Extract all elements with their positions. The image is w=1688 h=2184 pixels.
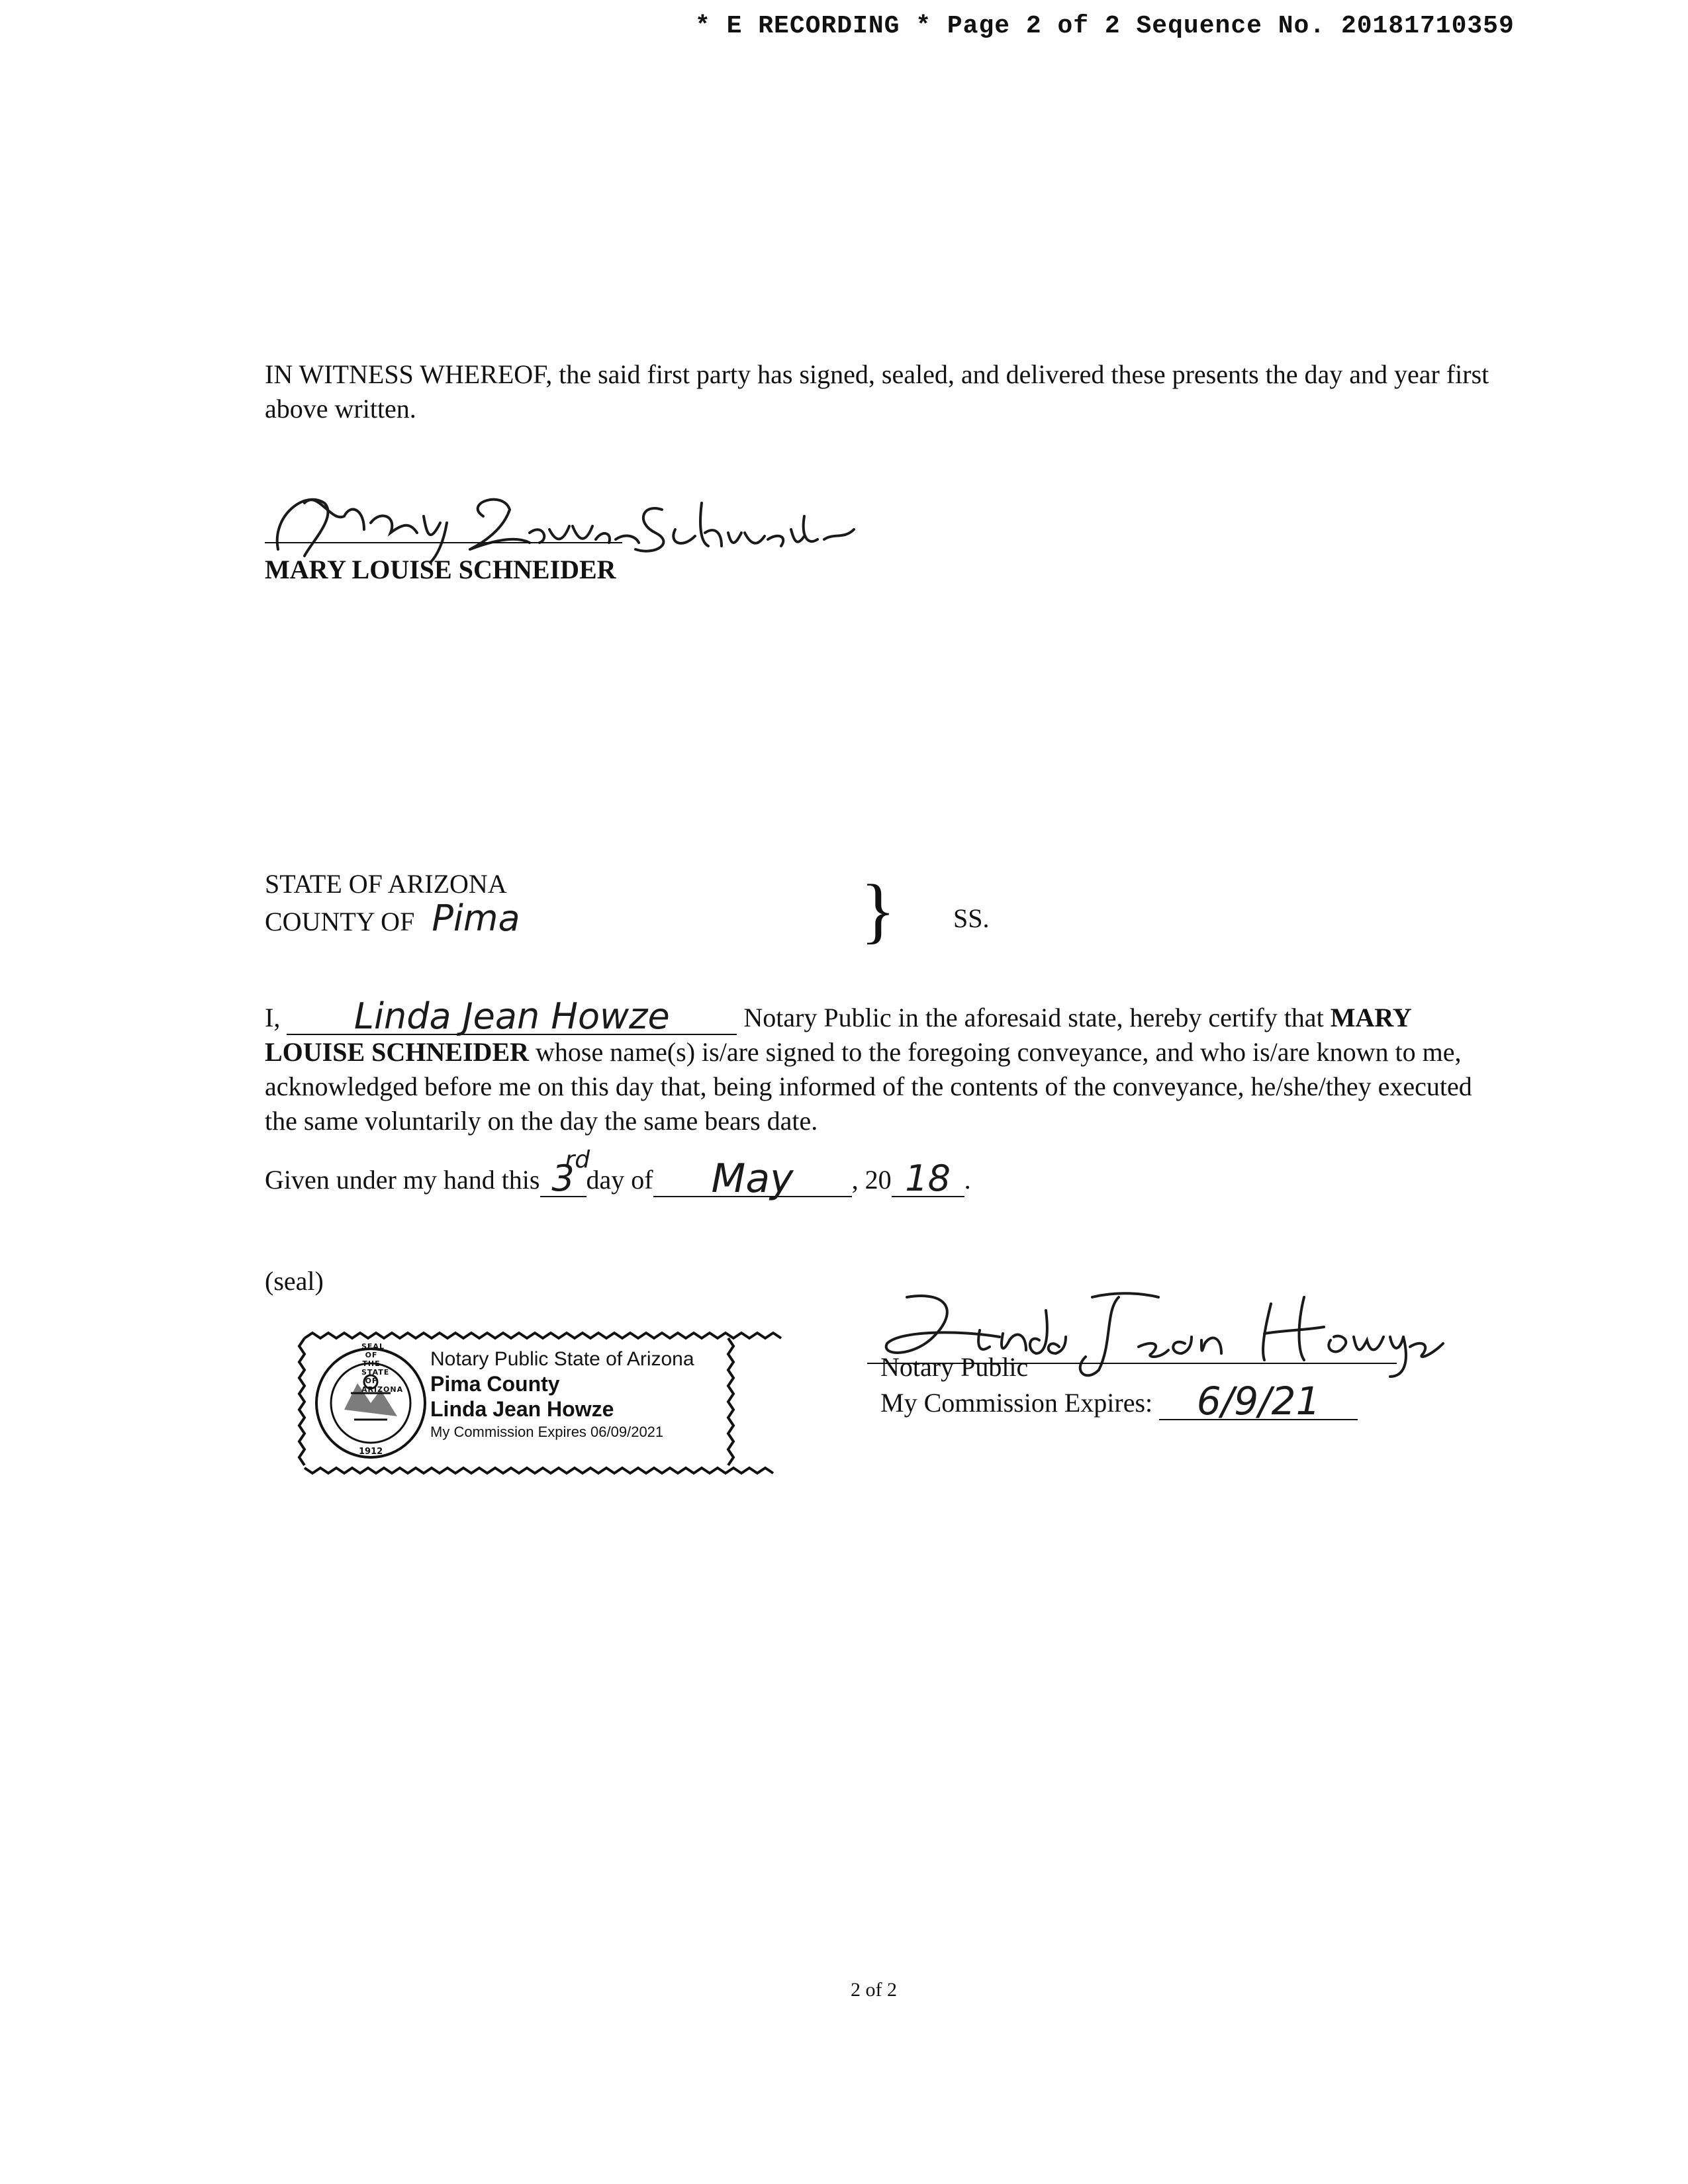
given-day-number: 3 xyxy=(551,1158,575,1199)
notary-title: Notary Public xyxy=(880,1352,1029,1382)
commission-label: My Commission Expires: xyxy=(880,1388,1153,1418)
seal-label: (seal) xyxy=(265,1266,324,1296)
given-day-handwritten xyxy=(540,1146,590,1199)
venue-brace: } xyxy=(861,870,896,950)
stamp-line-2: Pima County xyxy=(430,1372,560,1396)
recording-header: * E RECORDING * Page 2 of 2 Sequence No. 20181710359 xyxy=(695,12,1515,40)
commission-handwritten: 6/9/21 xyxy=(1159,1383,1358,1420)
signature-mary-louise-schneider xyxy=(265,477,861,563)
witness-paragraph: IN WITNESS WHEREOF, the said first party has signed, sealed, and delivered these presents the day and year first above written. xyxy=(265,359,1489,424)
notary-name-handwritten: Linda Jean Howze xyxy=(287,999,737,1035)
ack-text-part1: Notary Public in the aforesaid state, hereby certify that xyxy=(743,1003,1324,1032)
county-line xyxy=(265,897,520,939)
acknowledgment-paragraph xyxy=(265,995,1509,1138)
ack-prefix: I, xyxy=(265,1003,281,1032)
given-prefix: Given under my hand this xyxy=(265,1165,540,1195)
page-number: 2 of 2 xyxy=(851,1979,897,2001)
given-line xyxy=(265,1146,971,1202)
given-day-suffix: rd xyxy=(565,1146,590,1173)
ack-signer-bold: MARY LOUISE SCHNEIDER xyxy=(265,1003,1411,1067)
ss-label: SS. xyxy=(953,903,990,933)
county-label: COUNTY OF xyxy=(265,907,415,936)
stamp-line-3: Linda Jean Howze xyxy=(430,1397,614,1421)
stamp-emblem-year: 1912 xyxy=(359,1447,383,1457)
commission-line xyxy=(880,1379,1358,1424)
given-month-handwritten: May xyxy=(653,1161,852,1197)
given-period: . xyxy=(964,1165,971,1195)
county-handwritten: Pima xyxy=(432,897,520,939)
stamp-line-1: Notary Public State of Arizona xyxy=(430,1348,694,1370)
given-year-prefix: , 20 xyxy=(851,1165,892,1195)
stamp-line-4: My Commission Expires 06/09/2021 xyxy=(430,1424,664,1440)
ack-text-part2: whose name(s) is/are signed to the foregoing conveyance, and who is/are known to me, acknowledged before me on this day that, being informed of the contents of the conveyance, he/she/they executed the same voluntarily on the day the same bears date. xyxy=(265,1037,1472,1136)
state-line: STATE OF ARIZONA xyxy=(265,869,507,899)
notary-stamp xyxy=(298,1330,735,1476)
stamp-emblem-text: SEAL OF THE STATE OF ARIZONA xyxy=(361,1342,404,1394)
given-year-handwritten: 18 xyxy=(892,1161,964,1197)
signer-printed-name: MARY LOUISE SCHNEIDER xyxy=(265,555,616,584)
given-day-of: day of xyxy=(586,1165,653,1195)
